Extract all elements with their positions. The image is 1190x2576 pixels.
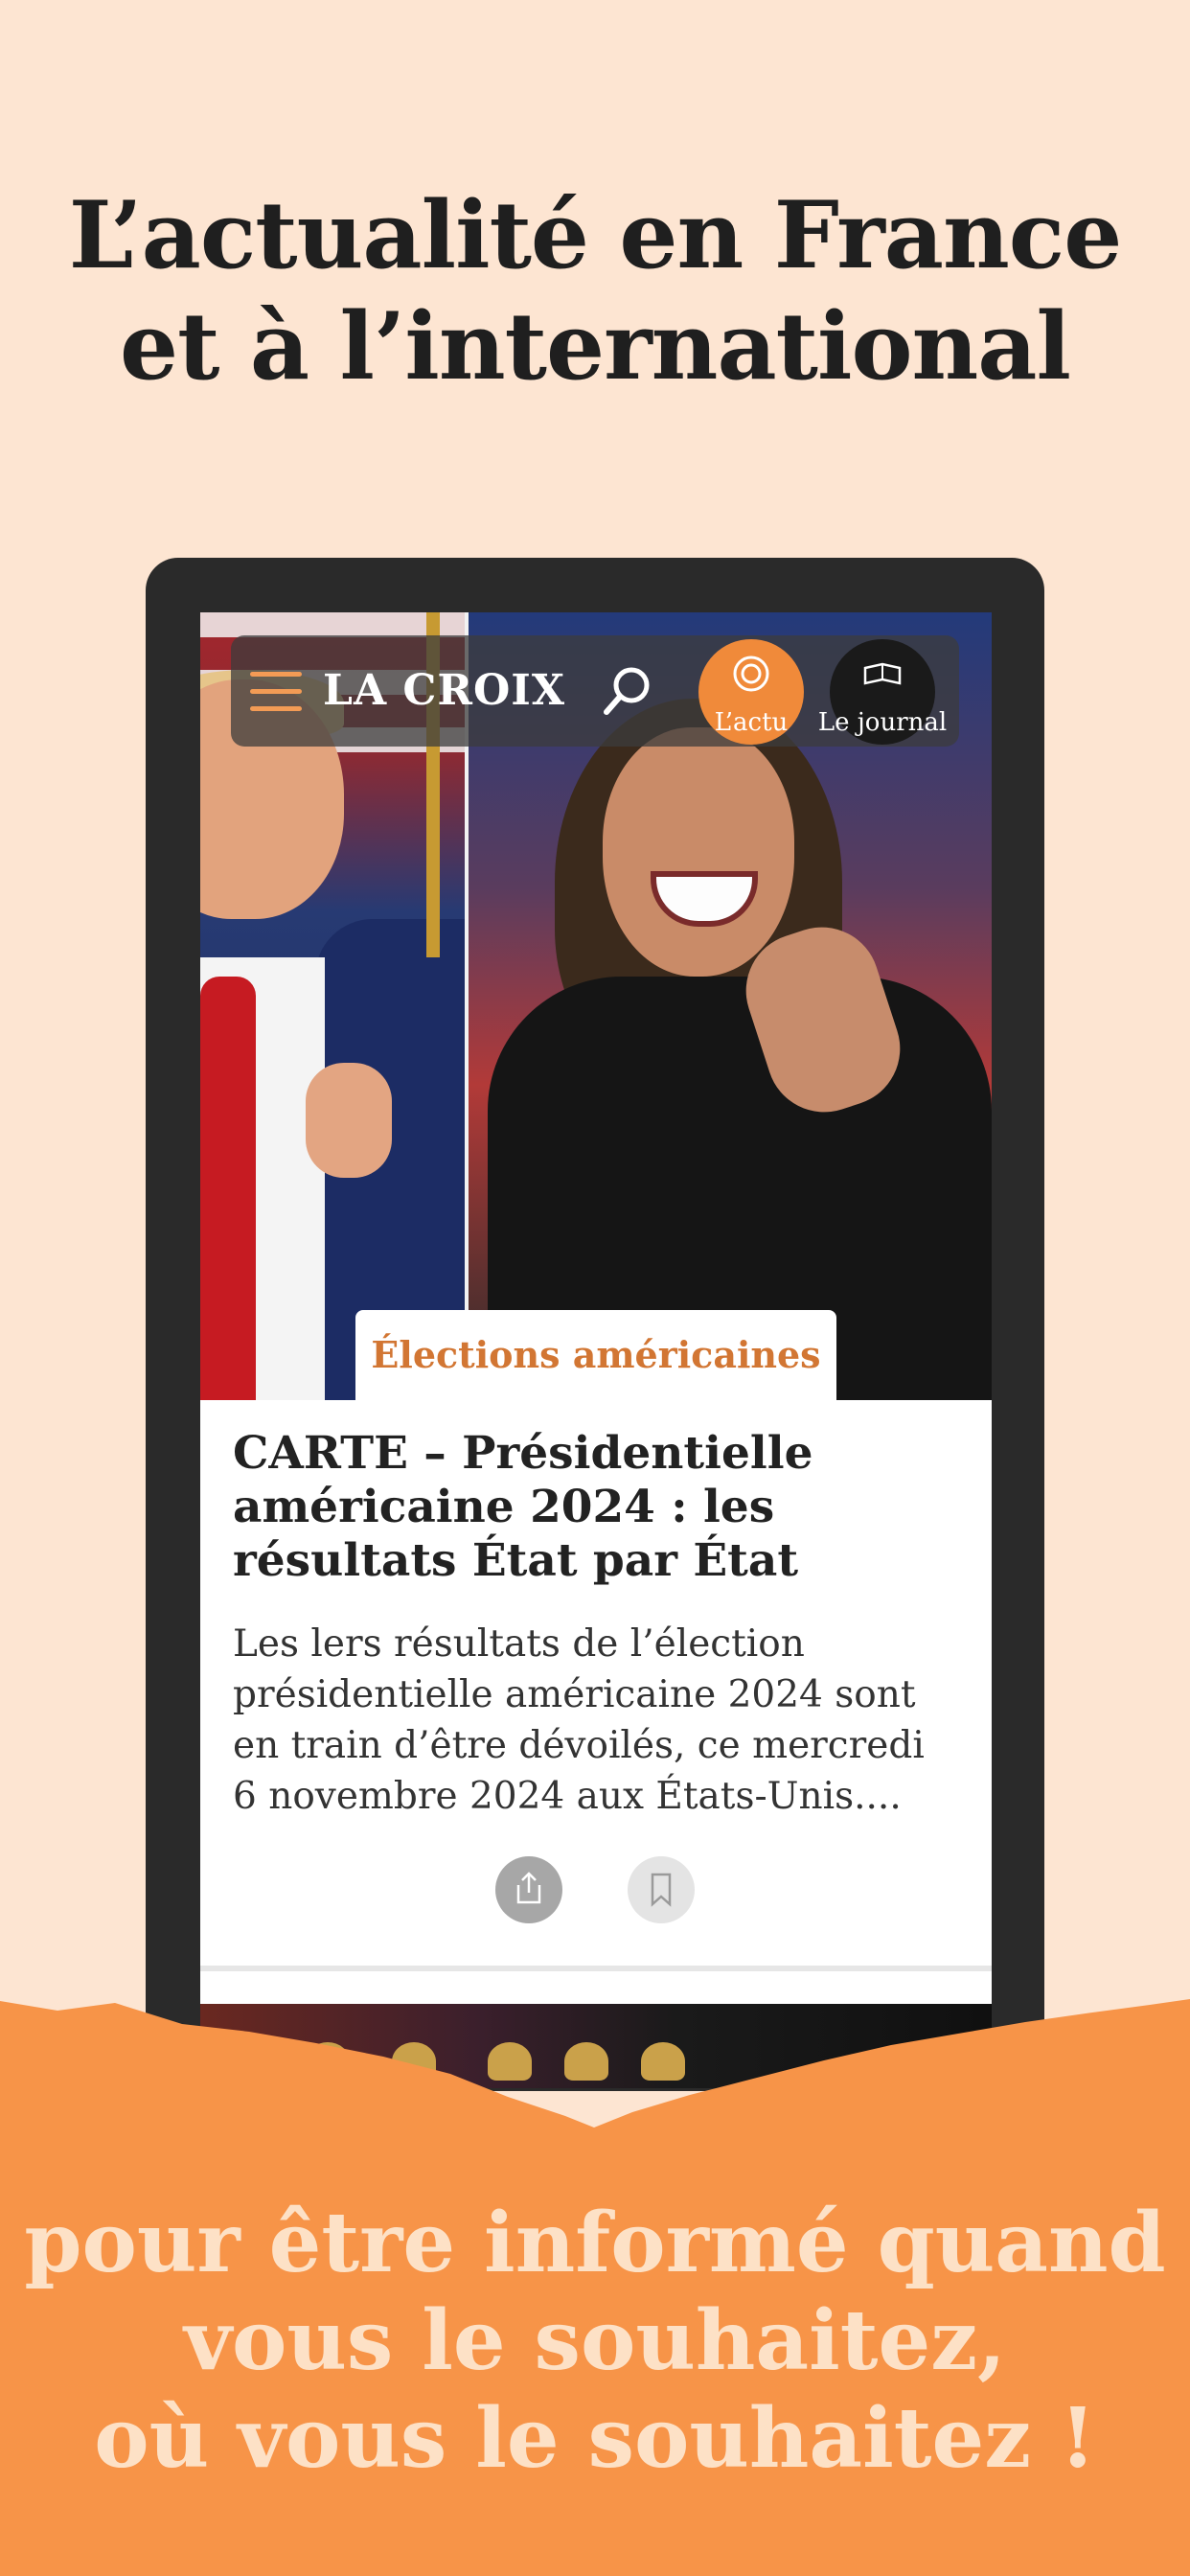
tablet-frame	[146, 558, 1044, 2091]
share-icon	[515, 1872, 543, 1906]
bookmark-button[interactable]	[628, 1856, 695, 1923]
la-croix-logo[interactable]: LA CROIX	[323, 666, 566, 715]
article-title[interactable]	[233, 1427, 961, 1588]
article-title-line: américaine 2024 : les	[233, 1481, 775, 1533]
article-title-line: CARTE – Présidentielle	[233, 1427, 813, 1480]
headline-line-2: et à l’international	[120, 292, 1070, 401]
app-bar	[231, 635, 959, 747]
article-excerpt-line: 6 novembre 2024 aux États-Unis....	[233, 1775, 902, 1818]
article-excerpt-line: Les lers résultats de l’élection	[233, 1622, 805, 1666]
article-excerpt-line: présidentielle américaine 2024 sont	[233, 1673, 916, 1716]
app-screen	[200, 612, 992, 2088]
bookmark-icon	[647, 1872, 675, 1908]
share-button[interactable]	[495, 1856, 562, 1923]
card-separator	[200, 1966, 992, 1971]
nav-journal-button[interactable]	[817, 639, 948, 745]
tagline-line-2: vous le souhaitez,	[184, 2292, 1006, 2389]
nav-actu-label: L’actu	[714, 708, 789, 737]
headline-line-1: L’actualité en France	[68, 181, 1122, 289]
nav-actu-button[interactable]	[698, 639, 804, 745]
tagline-line-3: où vous le souhaitez !	[94, 2390, 1096, 2487]
journal-icon	[863, 655, 902, 693]
nav-journal-label: Le journal	[817, 708, 948, 737]
promo-tagline	[0, 2195, 1190, 2488]
search-icon[interactable]	[599, 662, 656, 720]
actu-icon	[732, 655, 770, 693]
menu-icon[interactable]	[250, 662, 304, 720]
tagline-line-1: pour être informé quand	[24, 2195, 1166, 2291]
article-excerpt-line: en train d’être dévoilés, ce mercredi	[233, 1724, 925, 1767]
article-category-badge[interactable]: Élections américaines	[355, 1310, 836, 1400]
article-title-line: résultats État par État	[233, 1534, 799, 1587]
promo-headline	[0, 180, 1190, 402]
article-hero-image[interactable]	[200, 612, 992, 1400]
article-excerpt[interactable]	[233, 1619, 961, 1822]
